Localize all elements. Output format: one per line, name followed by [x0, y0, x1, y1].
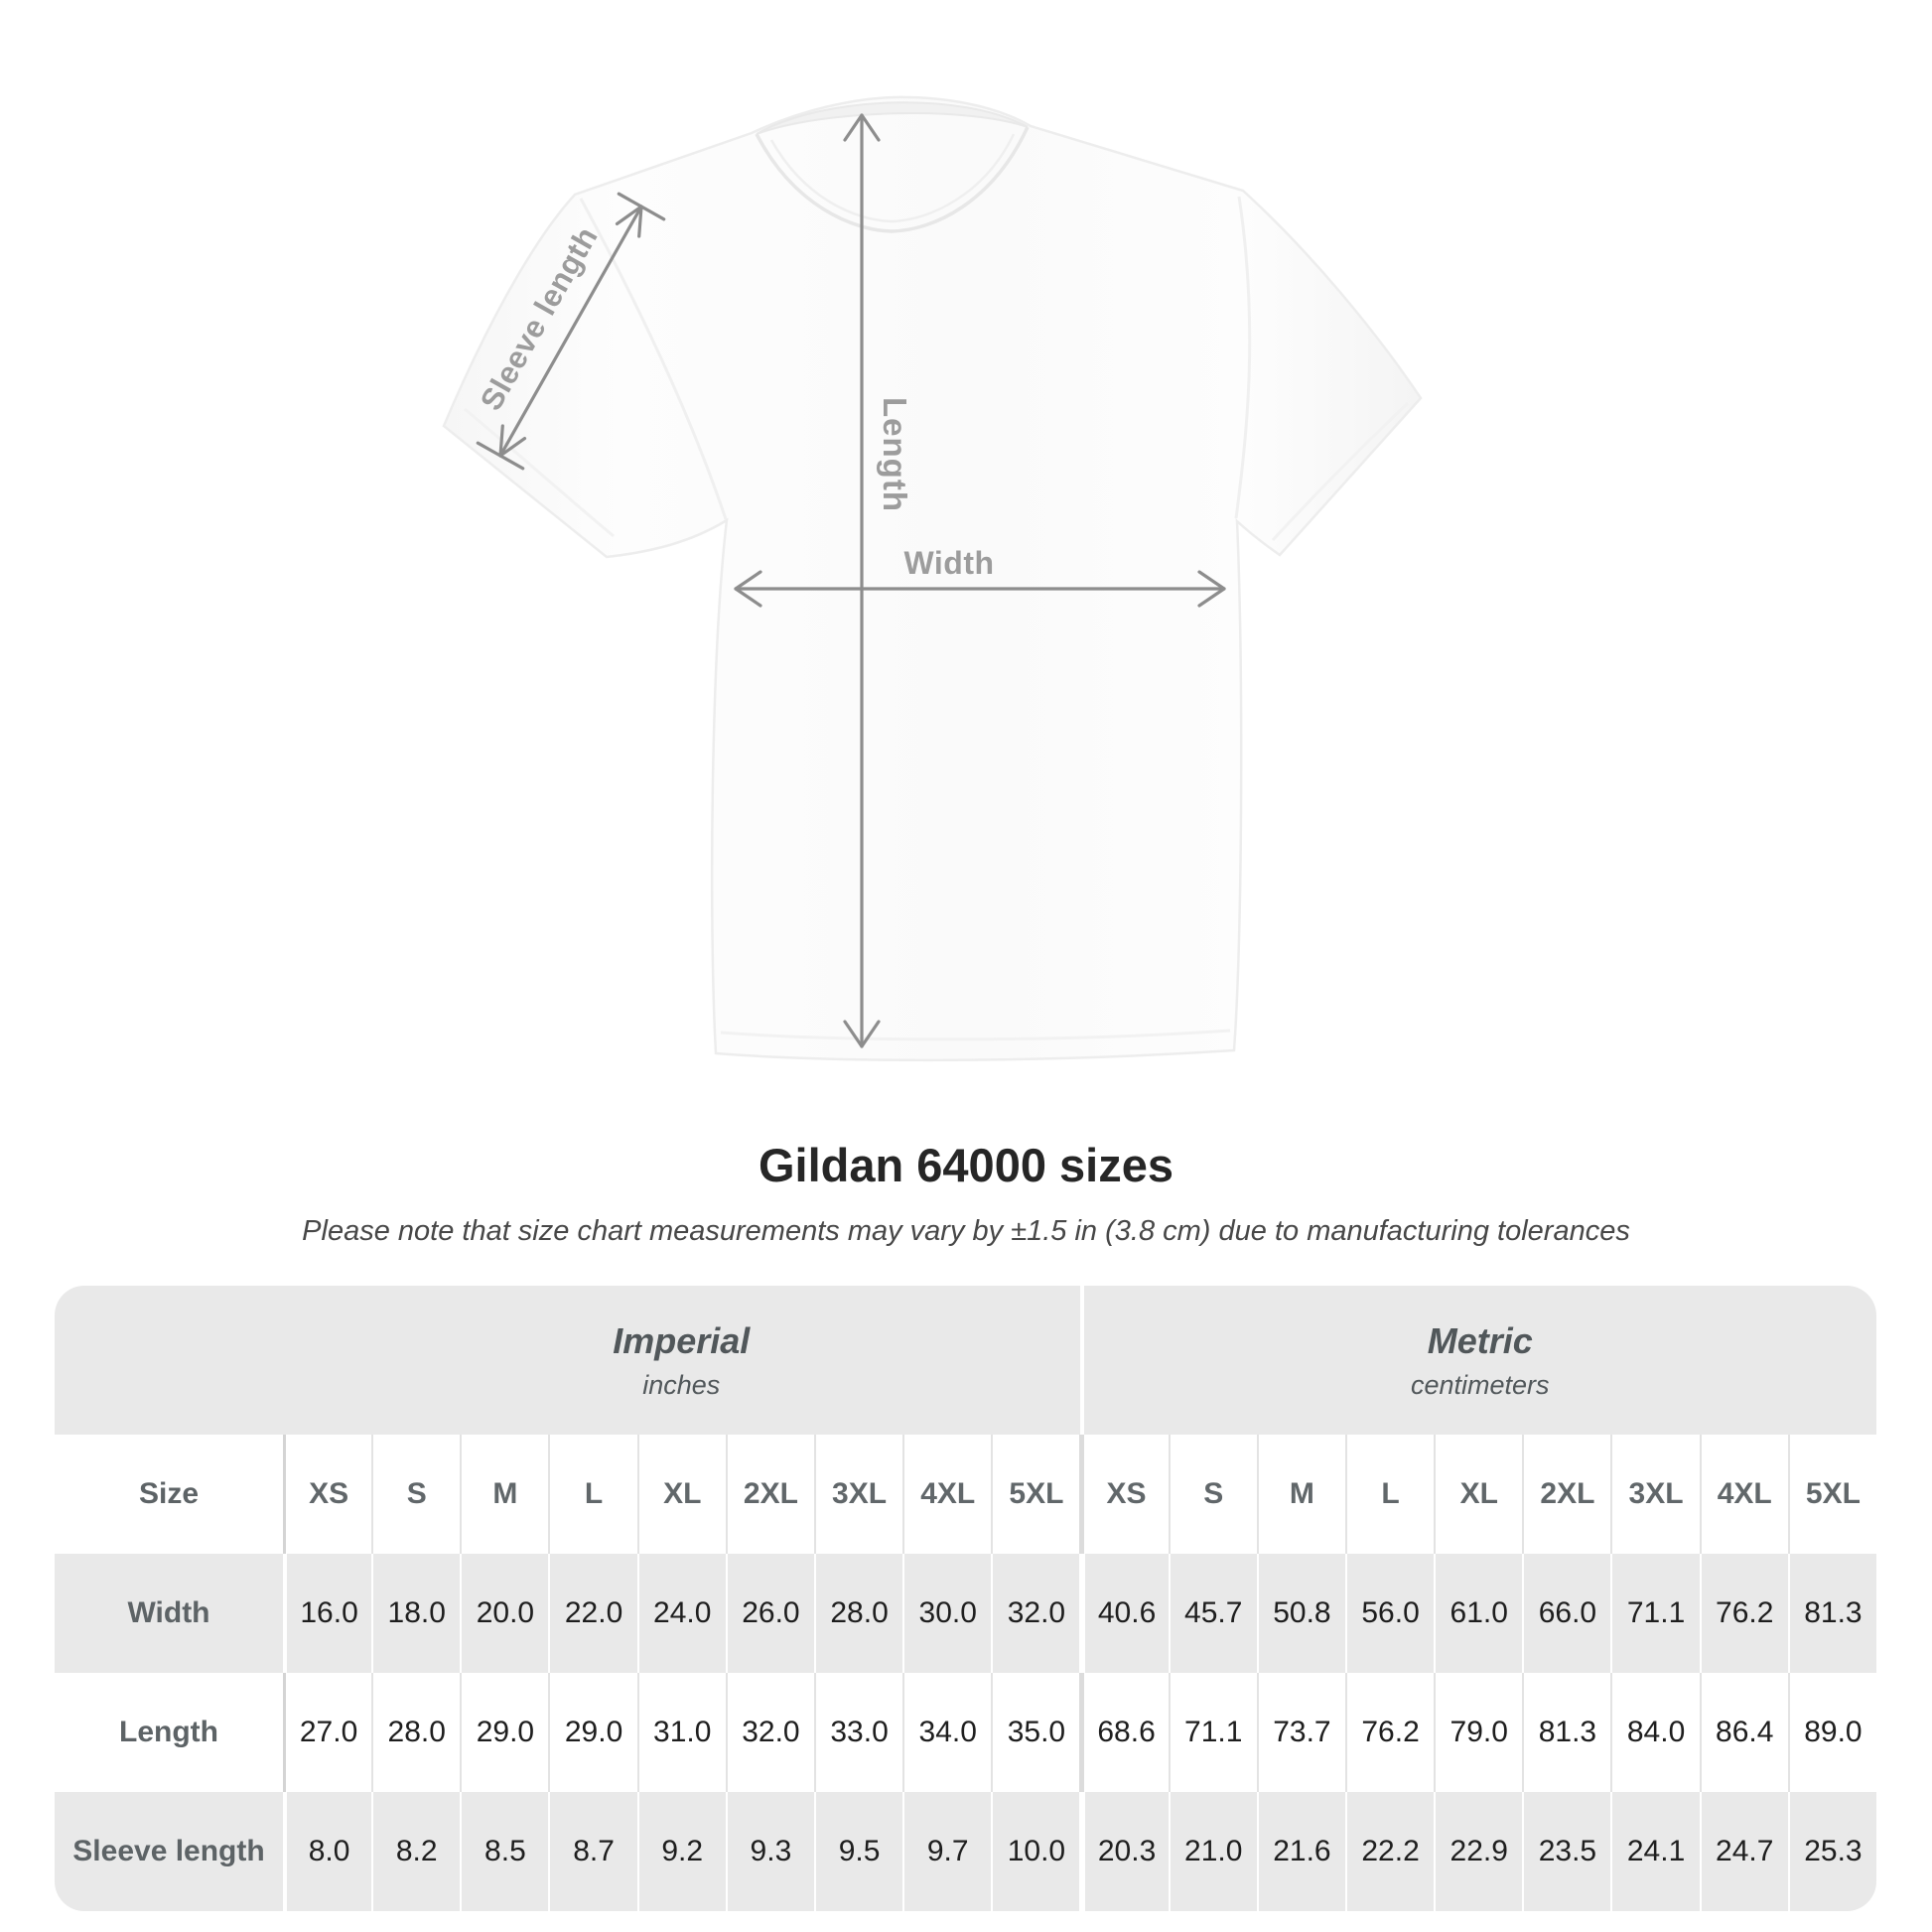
value-metric: 20.3	[1079, 1792, 1168, 1911]
unit-sublabel: inches	[642, 1369, 721, 1400]
value-imperial: 34.0	[902, 1673, 991, 1792]
size-header-metric-3xl: 3XL	[1610, 1435, 1699, 1554]
unit-header-imperial	[283, 1286, 1080, 1435]
value-imperial: 32.0	[991, 1554, 1079, 1673]
value-imperial: 10.0	[991, 1792, 1079, 1911]
value-metric: 76.2	[1700, 1554, 1788, 1673]
value-imperial: 26.0	[726, 1554, 814, 1673]
unit-sublabel: centimeters	[1410, 1369, 1550, 1400]
value-metric: 40.6	[1079, 1554, 1168, 1673]
size-header-metric-2xl: 2XL	[1522, 1435, 1610, 1554]
size-header-imperial-4xl: 4XL	[902, 1435, 991, 1554]
size-header-metric-4xl: 4XL	[1700, 1435, 1788, 1554]
value-imperial: 8.5	[460, 1792, 548, 1911]
row-label: Length	[119, 1716, 218, 1748]
size-header-metric-l: L	[1345, 1435, 1434, 1554]
page-title: Gildan 64000 sizes	[758, 1139, 1174, 1191]
value-imperial: 28.0	[814, 1554, 902, 1673]
size-header-imperial-2xl: 2XL	[726, 1435, 814, 1554]
measure-row-sleeve-length	[55, 1792, 1876, 1911]
value-metric: 81.3	[1522, 1673, 1610, 1792]
unit-title: Metric	[1427, 1319, 1533, 1361]
value-imperial: 22.0	[548, 1554, 636, 1673]
value-metric: 21.6	[1257, 1792, 1345, 1911]
value-metric: 22.9	[1434, 1792, 1522, 1911]
value-metric: 61.0	[1434, 1554, 1522, 1673]
size-header-imperial-5xl: 5XL	[991, 1435, 1079, 1554]
tolerance-note: Please note that size chart measurements may vary by ±1.5 in (3.8 cm) due to manufacturing tolerances	[302, 1215, 1630, 1247]
size-header-imperial-xs: XS	[283, 1435, 371, 1554]
value-imperial: 8.2	[371, 1792, 460, 1911]
value-metric: 68.6	[1079, 1673, 1168, 1792]
value-metric: 86.4	[1700, 1673, 1788, 1792]
value-metric: 22.2	[1345, 1792, 1434, 1911]
value-imperial: 8.0	[283, 1792, 371, 1911]
size-header-imperial-xl: XL	[637, 1435, 726, 1554]
value-metric: 21.0	[1169, 1792, 1257, 1911]
value-imperial: 16.0	[283, 1554, 371, 1673]
value-imperial: 18.0	[371, 1554, 460, 1673]
value-imperial: 9.7	[902, 1792, 991, 1911]
size-table	[55, 1286, 1876, 1911]
value-metric: 25.3	[1788, 1792, 1876, 1911]
size-header-imperial-3xl: 3XL	[814, 1435, 902, 1554]
size-column-header: Size	[138, 1477, 200, 1510]
measure-row-length	[55, 1673, 1876, 1792]
value-metric: 71.1	[1169, 1673, 1257, 1792]
size-header-metric-5xl: 5XL	[1788, 1435, 1876, 1554]
size-header-imperial-l: L	[548, 1435, 636, 1554]
value-metric: 71.1	[1610, 1554, 1699, 1673]
value-imperial: 29.0	[548, 1673, 636, 1792]
row-label: Sleeve length	[72, 1835, 265, 1867]
unit-title: Imperial	[613, 1319, 751, 1361]
value-metric: 23.5	[1522, 1792, 1610, 1911]
value-metric: 24.1	[1610, 1792, 1699, 1911]
unit-corner-cell	[55, 1286, 283, 1435]
value-metric: 89.0	[1788, 1673, 1876, 1792]
value-metric: 24.7	[1700, 1792, 1788, 1911]
size-header-metric-m: M	[1257, 1435, 1345, 1554]
value-imperial: 8.7	[548, 1792, 636, 1911]
size-header-imperial-s: S	[371, 1435, 460, 1554]
value-metric: 73.7	[1257, 1673, 1345, 1792]
value-metric: 84.0	[1610, 1673, 1699, 1792]
width-label: Width	[903, 545, 995, 581]
sleeve-length-label: Sleeve length	[473, 220, 605, 417]
value-imperial: 29.0	[460, 1673, 548, 1792]
unit-header-metric	[1080, 1286, 1877, 1435]
size-header-row	[55, 1435, 1876, 1554]
row-label: Width	[127, 1596, 210, 1629]
value-metric: 56.0	[1345, 1554, 1434, 1673]
measure-row-width	[55, 1554, 1876, 1673]
value-metric: 66.0	[1522, 1554, 1610, 1673]
size-header-metric-s: S	[1169, 1435, 1257, 1554]
size-header-metric-xs: XS	[1079, 1435, 1168, 1554]
value-metric: 45.7	[1169, 1554, 1257, 1673]
value-imperial: 24.0	[637, 1554, 726, 1673]
value-imperial: 28.0	[371, 1673, 460, 1792]
size-header-metric-xl: XL	[1434, 1435, 1522, 1554]
value-imperial: 31.0	[637, 1673, 726, 1792]
value-metric: 76.2	[1345, 1673, 1434, 1792]
value-imperial: 27.0	[283, 1673, 371, 1792]
size-header-imperial-m: M	[460, 1435, 548, 1554]
value-imperial: 32.0	[726, 1673, 814, 1792]
value-metric: 50.8	[1257, 1554, 1345, 1673]
value-imperial: 9.2	[637, 1792, 726, 1911]
value-imperial: 30.0	[902, 1554, 991, 1673]
value-metric: 81.3	[1788, 1554, 1876, 1673]
length-label: Length	[877, 397, 913, 512]
value-metric: 79.0	[1434, 1673, 1522, 1792]
value-imperial: 9.5	[814, 1792, 902, 1911]
value-imperial: 20.0	[460, 1554, 548, 1673]
unit-header-row	[55, 1286, 1876, 1435]
value-imperial: 9.3	[726, 1792, 814, 1911]
value-imperial: 33.0	[814, 1673, 902, 1792]
value-imperial: 35.0	[991, 1673, 1079, 1792]
